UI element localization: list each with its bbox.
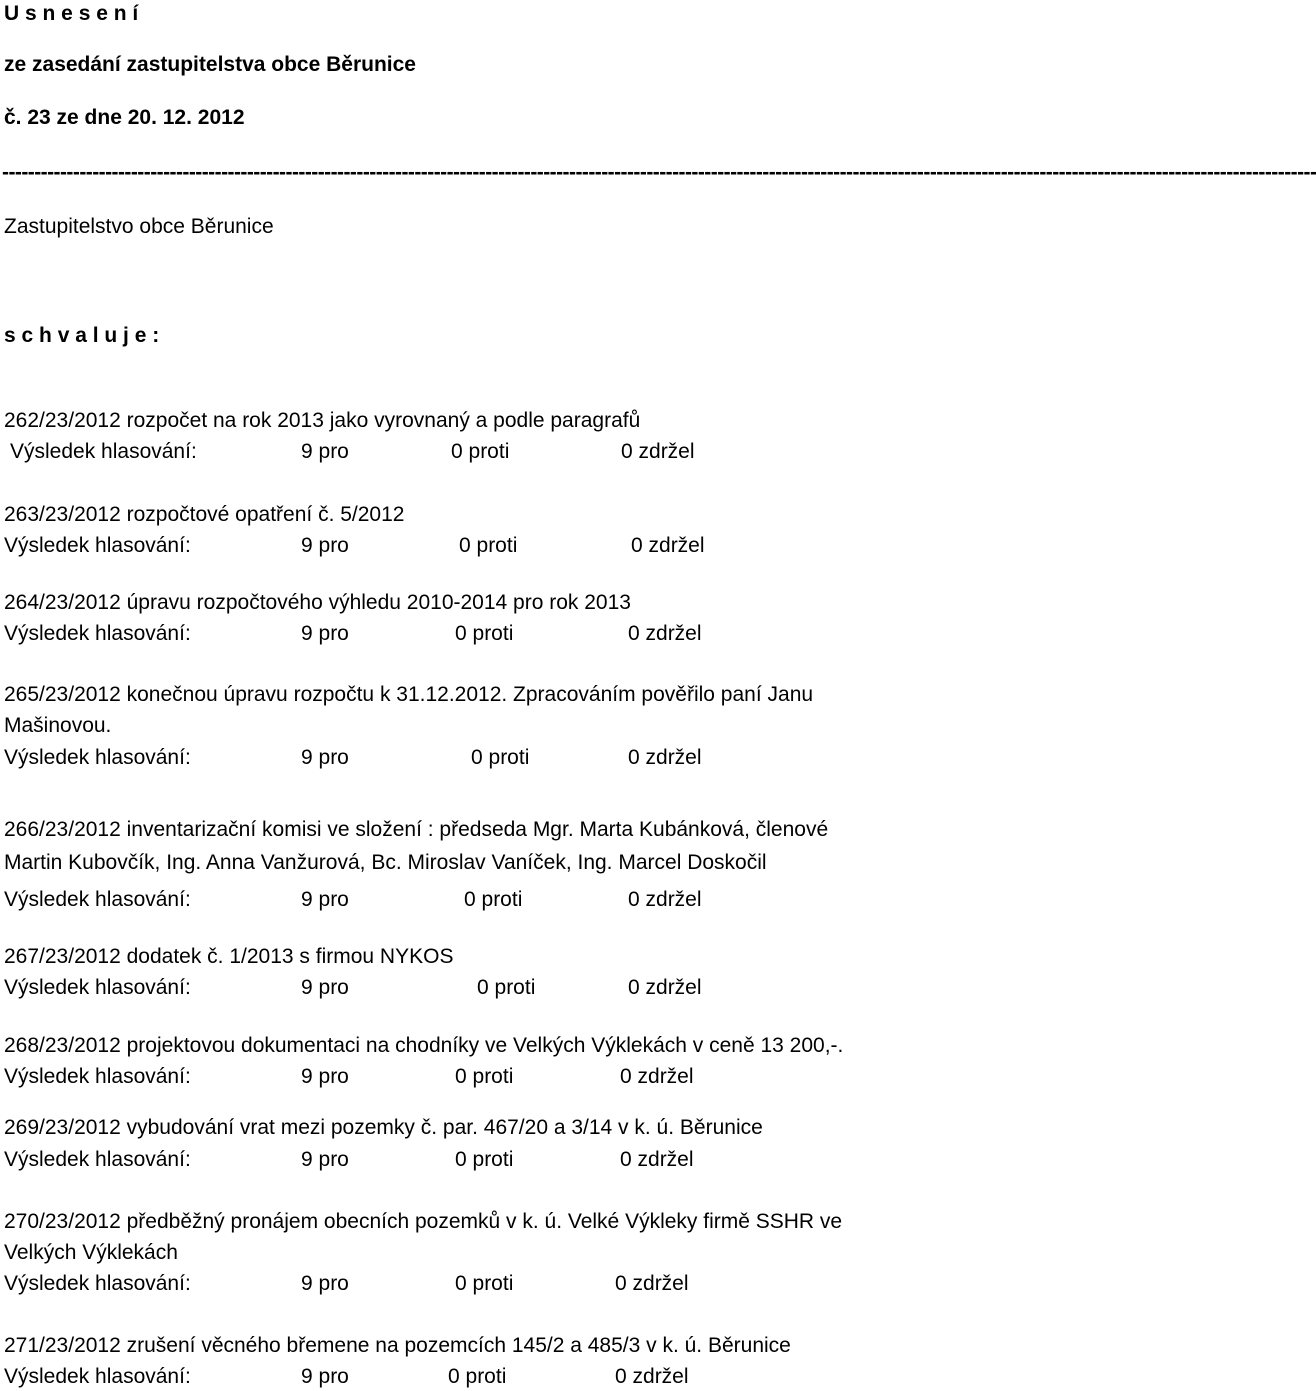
vote-result-label: Výsledek hlasování: (4, 1365, 191, 1388)
vote-result-label: Výsledek hlasování: (10, 440, 197, 463)
resolution-271-text: 271/23/2012 zrušení věcného břemene na pozemcích 145/2 a 485/3 v k. ú. Běrunice (4, 1334, 791, 1357)
resolution-264-vote (4, 621, 764, 647)
vote-against: 0 proti (448, 1365, 507, 1388)
resolution-270-text-line1: 270/23/2012 předběžný pronájem obecních pozemků v k. ú. Velké Výkleky firmě SSHR ve (4, 1210, 843, 1233)
vote-for: 9 pro (301, 1272, 349, 1295)
vote-against: 0 proti (471, 746, 530, 769)
resolution-267-vote (4, 975, 764, 1001)
vote-for: 9 pro (301, 440, 349, 463)
vote-against: 0 proti (451, 440, 510, 463)
vote-abstain: 0 zdržel (620, 1065, 694, 1088)
vote-result-label: Výsledek hlasování: (4, 1065, 191, 1088)
vote-abstain: 0 zdržel (620, 1148, 694, 1171)
vote-abstain: 0 zdržel (628, 746, 702, 769)
vote-for: 9 pro (301, 746, 349, 769)
resolution-270-vote (4, 1271, 764, 1297)
vote-abstain: 0 zdržel (631, 534, 705, 557)
vote-for: 9 pro (301, 1065, 349, 1088)
resolution-270-text-line2: Velkých Výklekách (4, 1241, 178, 1264)
vote-for: 9 pro (301, 1365, 349, 1388)
resolution-268-vote (4, 1064, 764, 1090)
vote-against: 0 proti (459, 534, 518, 557)
vote-for: 9 pro (301, 622, 349, 645)
vote-abstain: 0 zdržel (621, 440, 695, 463)
resolution-263-vote (4, 533, 764, 559)
resolution-267-text: 267/23/2012 dodatek č. 1/2013 s firmou NYKOS (4, 945, 454, 968)
vote-result-label: Výsledek hlasování: (4, 1148, 191, 1171)
document-title: U s n e s e n í (4, 2, 139, 25)
resolution-263-text: 263/23/2012 rozpočtové opatření č. 5/2012 (4, 503, 405, 526)
resolution-266-text-line1: 266/23/2012 inventarizační komisi ve složení : předseda Mgr. Marta Kubánková, členové (4, 818, 829, 841)
resolution-262-text: 262/23/2012 rozpočet na rok 2013 jako vyrovnaný a podle paragrafů (4, 409, 641, 432)
resolution-271-vote (4, 1364, 764, 1390)
resolution-269-vote (4, 1147, 764, 1173)
resolution-264-text: 264/23/2012 úpravu rozpočtového výhledu 2010-2014 pro rok 2013 (4, 591, 631, 614)
meeting-number-date: č. 23 ze dne 20. 12. 2012 (4, 106, 245, 129)
vote-against: 0 proti (477, 976, 536, 999)
vote-abstain: 0 zdržel (628, 976, 702, 999)
vote-result-label: Výsledek hlasování: (4, 534, 191, 557)
resolution-262-vote (4, 439, 764, 465)
vote-for: 9 pro (301, 888, 349, 911)
resolution-266-text-line2: Martin Kubovčík, Ing. Anna Vanžurová, Bc. Miroslav Vaníček, Ing. Marcel Doskočil (4, 851, 767, 874)
vote-abstain: 0 zdržel (628, 622, 702, 645)
vote-for: 9 pro (301, 534, 349, 557)
vote-against: 0 proti (455, 1272, 514, 1295)
resolution-265-text-line1: 265/23/2012 konečnou úpravu rozpočtu k 31.12.2012. Zpracováním pověřilo paní Janu (4, 683, 814, 706)
separator-line: ------------------------------------------------------------------------------------------------------------------------------------------------------------------------------------------------------------ (2, 161, 1316, 184)
vote-result-label: Výsledek hlasování: (4, 622, 191, 645)
document-subtitle: ze zasedání zastupitelstva obce Běrunice (4, 53, 416, 76)
vote-result-label: Výsledek hlasování: (4, 888, 191, 911)
vote-abstain: 0 zdržel (628, 888, 702, 911)
vote-result-label: Výsledek hlasování: (4, 1272, 191, 1295)
vote-for: 9 pro (301, 976, 349, 999)
vote-against: 0 proti (455, 1148, 514, 1171)
approves-heading: s c h v a l u j e : (4, 324, 160, 347)
vote-abstain: 0 zdržel (615, 1272, 689, 1295)
resolution-266-vote (4, 887, 764, 913)
resolution-268-text: 268/23/2012 projektovou dokumentaci na chodníky ve Velkých Výklekách v ceně 13 200,-. (4, 1034, 844, 1057)
vote-result-label: Výsledek hlasování: (4, 976, 191, 999)
resolution-269-text: 269/23/2012 vybudování vrat mezi pozemky č. par. 467/20 a 3/14 v k. ú. Běrunice (4, 1116, 763, 1139)
vote-against: 0 proti (464, 888, 523, 911)
resolution-265-vote (4, 745, 764, 771)
vote-for: 9 pro (301, 1148, 349, 1171)
vote-against: 0 proti (455, 622, 514, 645)
vote-against: 0 proti (455, 1065, 514, 1088)
council-name: Zastupitelstvo obce Běrunice (4, 215, 274, 238)
vote-abstain: 0 zdržel (615, 1365, 689, 1388)
resolution-265-text-line2: Mašinovou. (4, 714, 112, 737)
vote-result-label: Výsledek hlasování: (4, 746, 191, 769)
